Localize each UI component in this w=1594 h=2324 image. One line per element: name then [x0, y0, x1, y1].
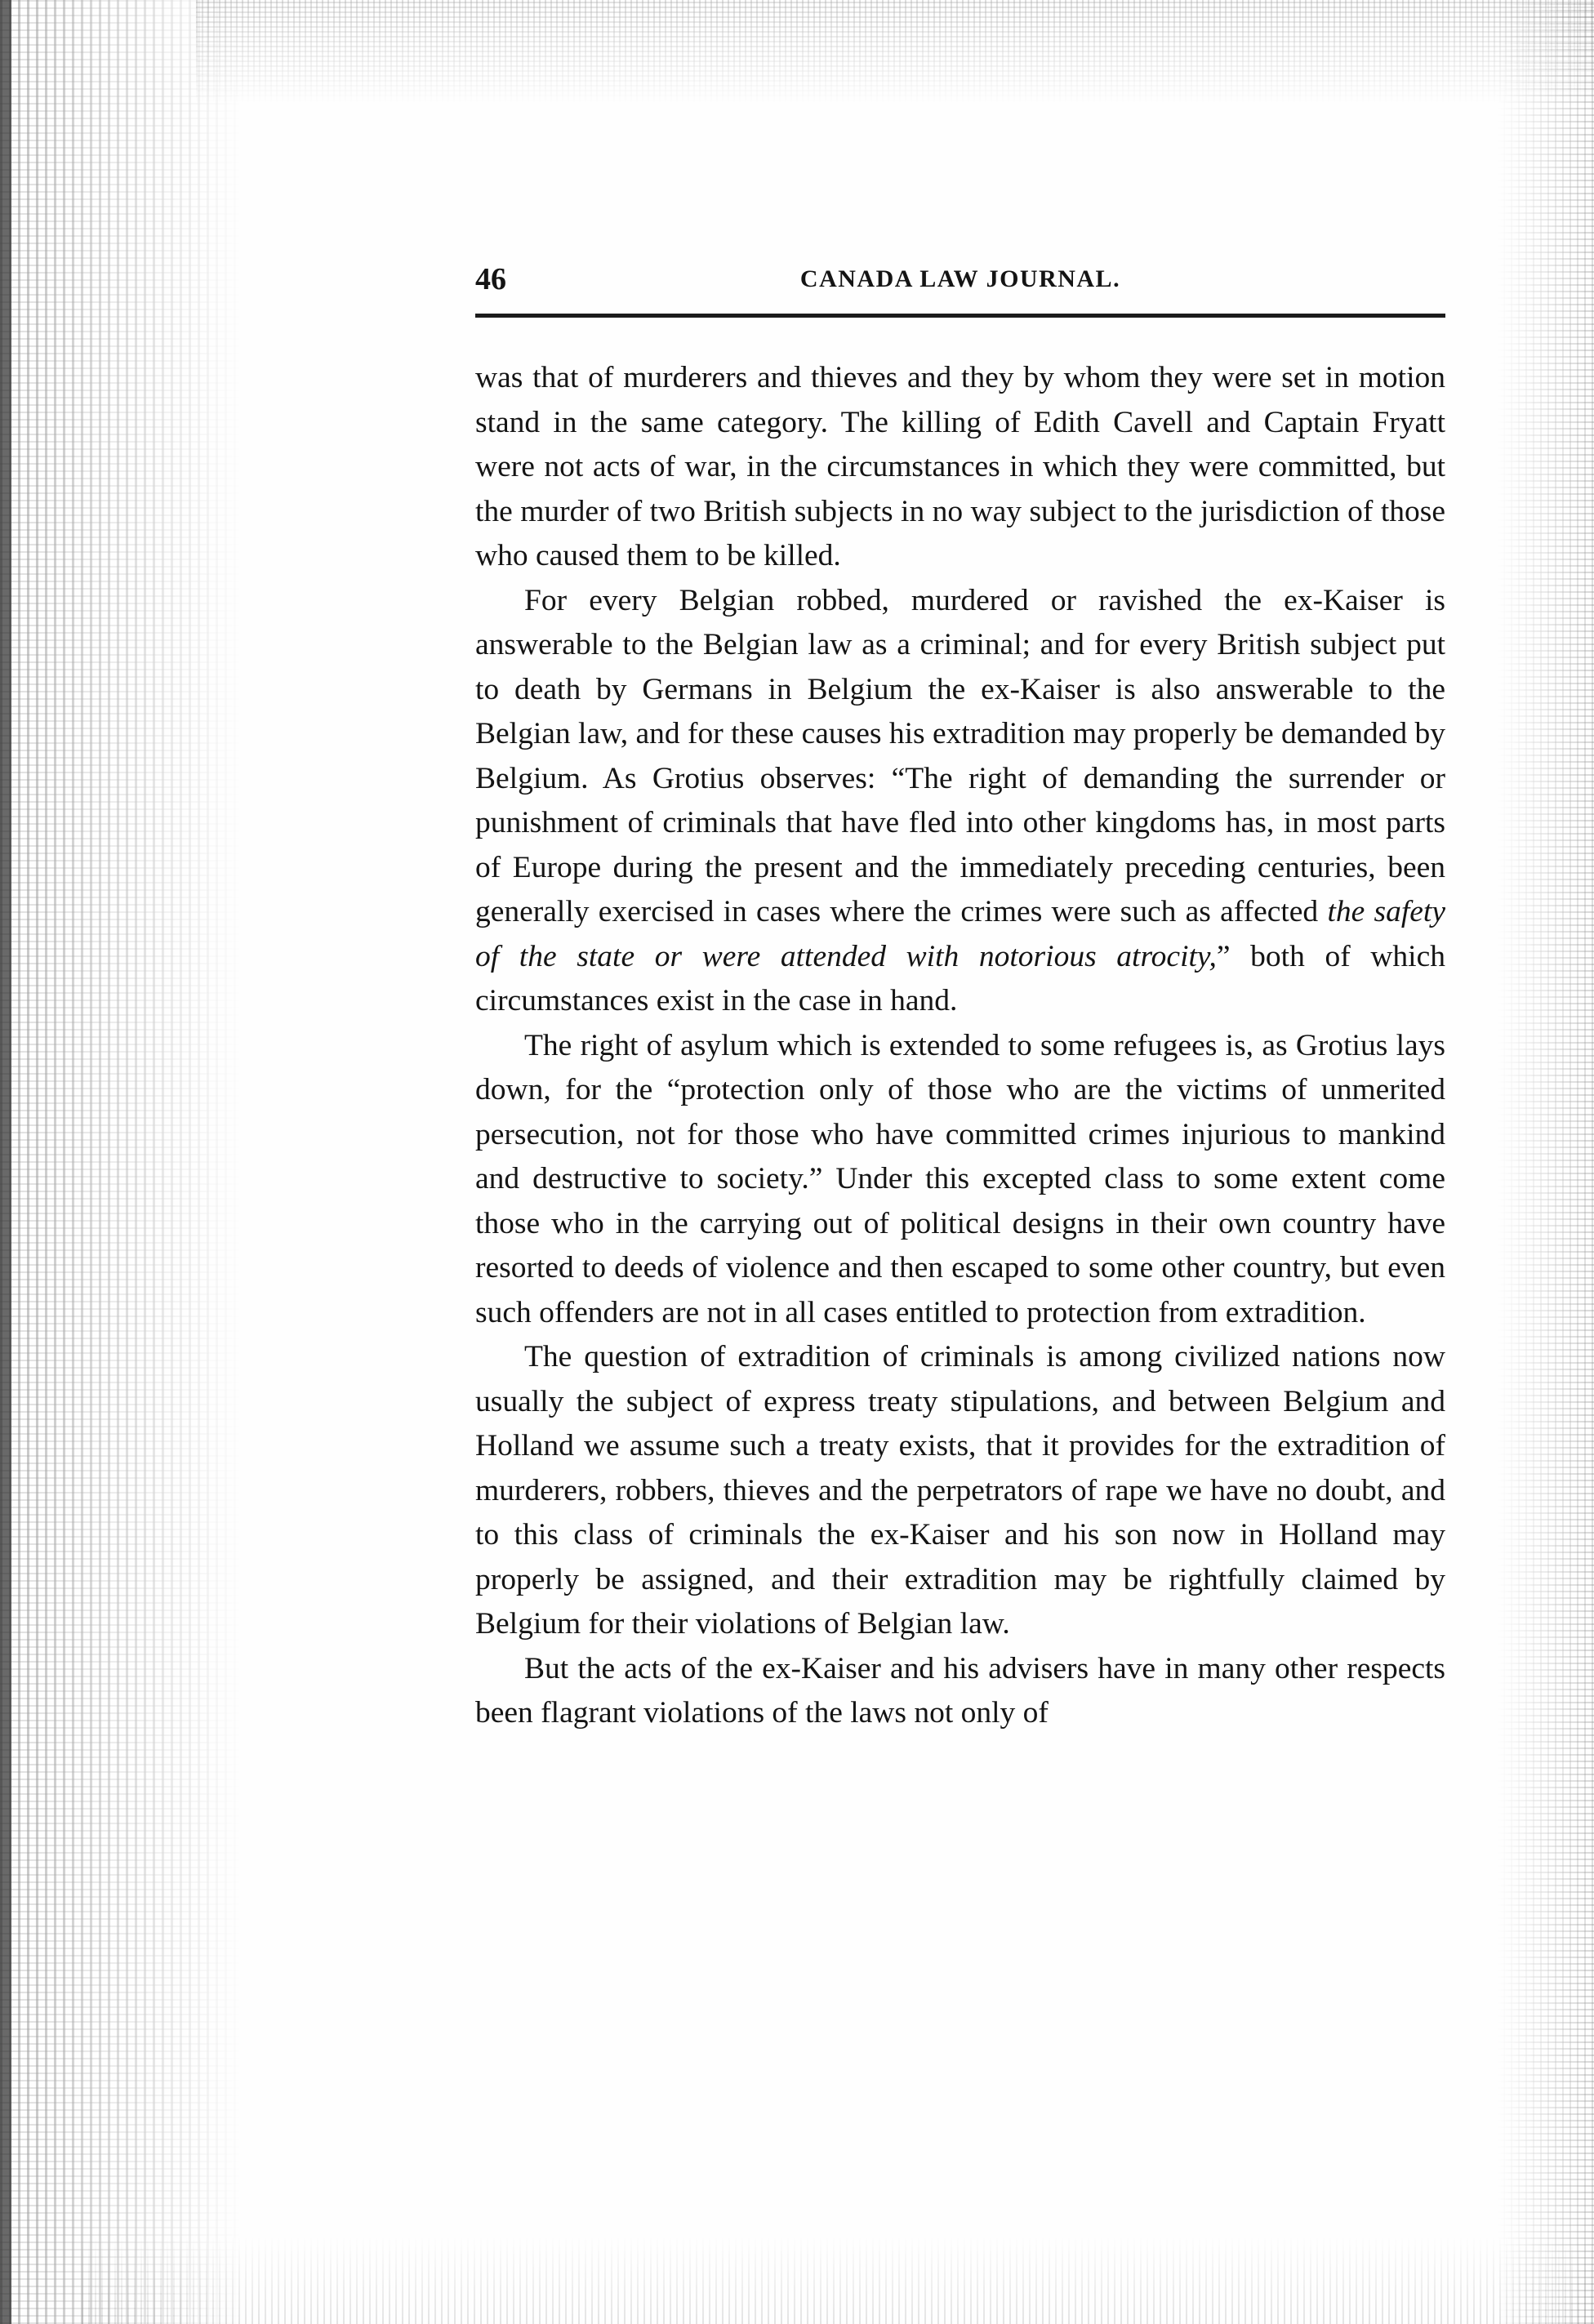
body-text [475, 356, 1445, 1736]
scan-edge-right [1496, 0, 1594, 2324]
paragraph-2-italic-quote: the safety of the state or were attended with notorious atrocity, [475, 895, 1445, 973]
header-rule [475, 314, 1445, 318]
scan-edge-top [196, 0, 1594, 106]
paragraph-2-text: For every Belgian robbed, murdered or ravished the ex-Kaiser is answerable to the Belgian law as a criminal; and for every British subject put to death by Germans in Belgium the ex-Kaiser is also answerable to the Belgian law, and for these causes his extradition may properly be demanded by Belgium. As Grotius observes: “The right of demanding the surrender or punishment of criminals that have fled into other kingdoms has, in most parts of Europe during the present and the immediately preceding centuries, been generally exercised in cases where the crimes were such as affected [475, 583, 1445, 928]
scan-edge-left-bar [0, 0, 11, 2324]
running-head: CANADA LAW JOURNAL. [799, 265, 1121, 292]
scan-edge-left [0, 0, 245, 2324]
page-number: 46 [475, 262, 506, 296]
paragraph-4: The question of extradition of criminals is among civilized nations now usually the subject of express treaty stipulations, and between Belgium and Holland we assume such a treaty exists, that it provides for the extradition of murderers, robbers, thieves and the perpetrators of rape we have no doubt, and to this class of criminals the ex-Kaiser and his son now in Holland may properly be assigned, and their extradition may be rightfully claimed by Belgium for their violations of Belgian law. [475, 1340, 1445, 1641]
scan-edge-bottom [82, 2234, 1594, 2324]
page-header [475, 258, 1445, 301]
paragraph-5: But the acts of the ex-Kaiser and his advisers have in many other respects been flagrant violations of the laws not only of [475, 1651, 1445, 1730]
paragraph-1: was that of murderers and thieves and they by whom they were set in motion stand in the same category. The killing of Edith Cavell and Captain Fryatt were not acts of war, in the circumstances in which they were committed, but the murder of two British subjects in no way subject to the jurisdiction of those who caused them to be killed. [475, 361, 1445, 572]
paragraph-2 [475, 579, 1445, 1024]
paragraph-3: The right of asylum which is extended to some refugees is, as Grotius lays down, for the “protection only of those who are the victims of unmerited persecution, not for those who have committed crimes injurious to mankind and destructive to society.” Under this excepted class to some extent come those who in the carrying out of political designs in their own country have resorted to deeds of violence and then escaped to some other country, but even such offenders are not in all cases entitled to protection from extradition. [475, 1028, 1445, 1329]
paragraph-2-tail: ” both of which circumstances exist in the case in hand. [475, 939, 1445, 1017]
